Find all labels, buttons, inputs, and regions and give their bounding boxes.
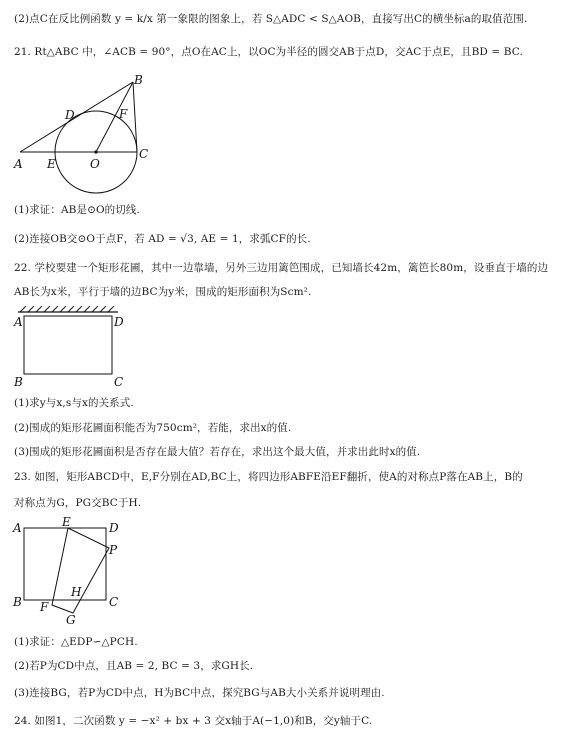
label-F: F bbox=[119, 107, 128, 121]
label-B: B bbox=[13, 595, 22, 609]
label-D: D bbox=[65, 108, 75, 122]
q20-part2: (2)点C在反比例函数 y = k/x 第一象限的图象上，若 S△ADC < S△AOB，直接写出C的横坐标a的取值范围. bbox=[14, 13, 528, 25]
label-O: O bbox=[90, 157, 100, 171]
label-C: C bbox=[114, 375, 124, 389]
label-G: G bbox=[66, 613, 76, 626]
label-D: D bbox=[109, 521, 119, 535]
label-H: H bbox=[71, 585, 82, 599]
label-C: C bbox=[139, 147, 149, 161]
figure-23 bbox=[10, 514, 130, 626]
label-A: A bbox=[14, 315, 23, 329]
q21-part2: (2)连接OB交⊙O于点F，若 AD = √3, AE = 1，求弧CF的长. bbox=[14, 233, 311, 245]
q23-part3: (3)连接BG，若P为CD中点，H为BC中点，探究BG与AB大小关系并说明理由. bbox=[14, 687, 385, 699]
label-B: B bbox=[14, 375, 23, 389]
q23-part1: (1)求证：△EDP∽△PCH. bbox=[14, 636, 138, 648]
q22-stem-1: 22. 学校要建一个矩形花圃，其中一边靠墙，另外三边用篱笆围成，已知墙长42m，篱笆长80m，设垂直于墙的边 bbox=[14, 262, 549, 274]
q22-part1: (1)求y与x,s与x的关系式. bbox=[14, 397, 134, 409]
q21-stem: 21. Rt△ABC 中，∠ACB = 90°，点O在AC上，以OC为半径的圆交AB于点D，交AC于点E，且BD = BC. bbox=[14, 46, 523, 58]
q22-part3: (3)围成的矩形花圃面积是否存在最大值？若存在，求出这个最大值，并求出此时x的值. bbox=[14, 446, 421, 458]
label-F: F bbox=[40, 600, 49, 614]
label-A: A bbox=[14, 157, 23, 171]
q22-part2: (2)围成的矩形花圃面积能否为750cm²，若能，求出x的值. bbox=[14, 422, 292, 434]
label-D: D bbox=[114, 315, 124, 329]
q21-part1: (1)求证：AB是⊙O的切线. bbox=[14, 204, 140, 216]
q24-stem: 24. 如图1，二次函数 y = −x² + bx + 3 交x轴于A(−1,0)和B，交y轴于C. bbox=[14, 715, 373, 727]
label-E: E bbox=[47, 157, 56, 171]
label-B: B bbox=[134, 73, 143, 87]
q22-stem-2: AB长为x米，平行于墙的边BC为y米，围成的矩形面积为Scm². bbox=[14, 286, 312, 298]
label-C: C bbox=[109, 595, 119, 609]
q23-stem-1: 23. 如图，矩形ABCD中，E,F分别在AD,BC上，将四边形ABFE沿EF翻折，使A的对称点P落在AB上，B的 bbox=[14, 471, 523, 483]
label-P: P bbox=[109, 543, 118, 557]
q23-part2: (2)若P为CD中点，且AB = 2, BC = 3，求GH长. bbox=[14, 660, 254, 672]
figure-21 bbox=[10, 72, 150, 196]
label-E: E bbox=[62, 515, 71, 529]
q23-stem-2: 对称点为G，PG交BC于H. bbox=[14, 497, 142, 509]
label-A: A bbox=[13, 521, 22, 535]
figure-22 bbox=[10, 306, 130, 390]
